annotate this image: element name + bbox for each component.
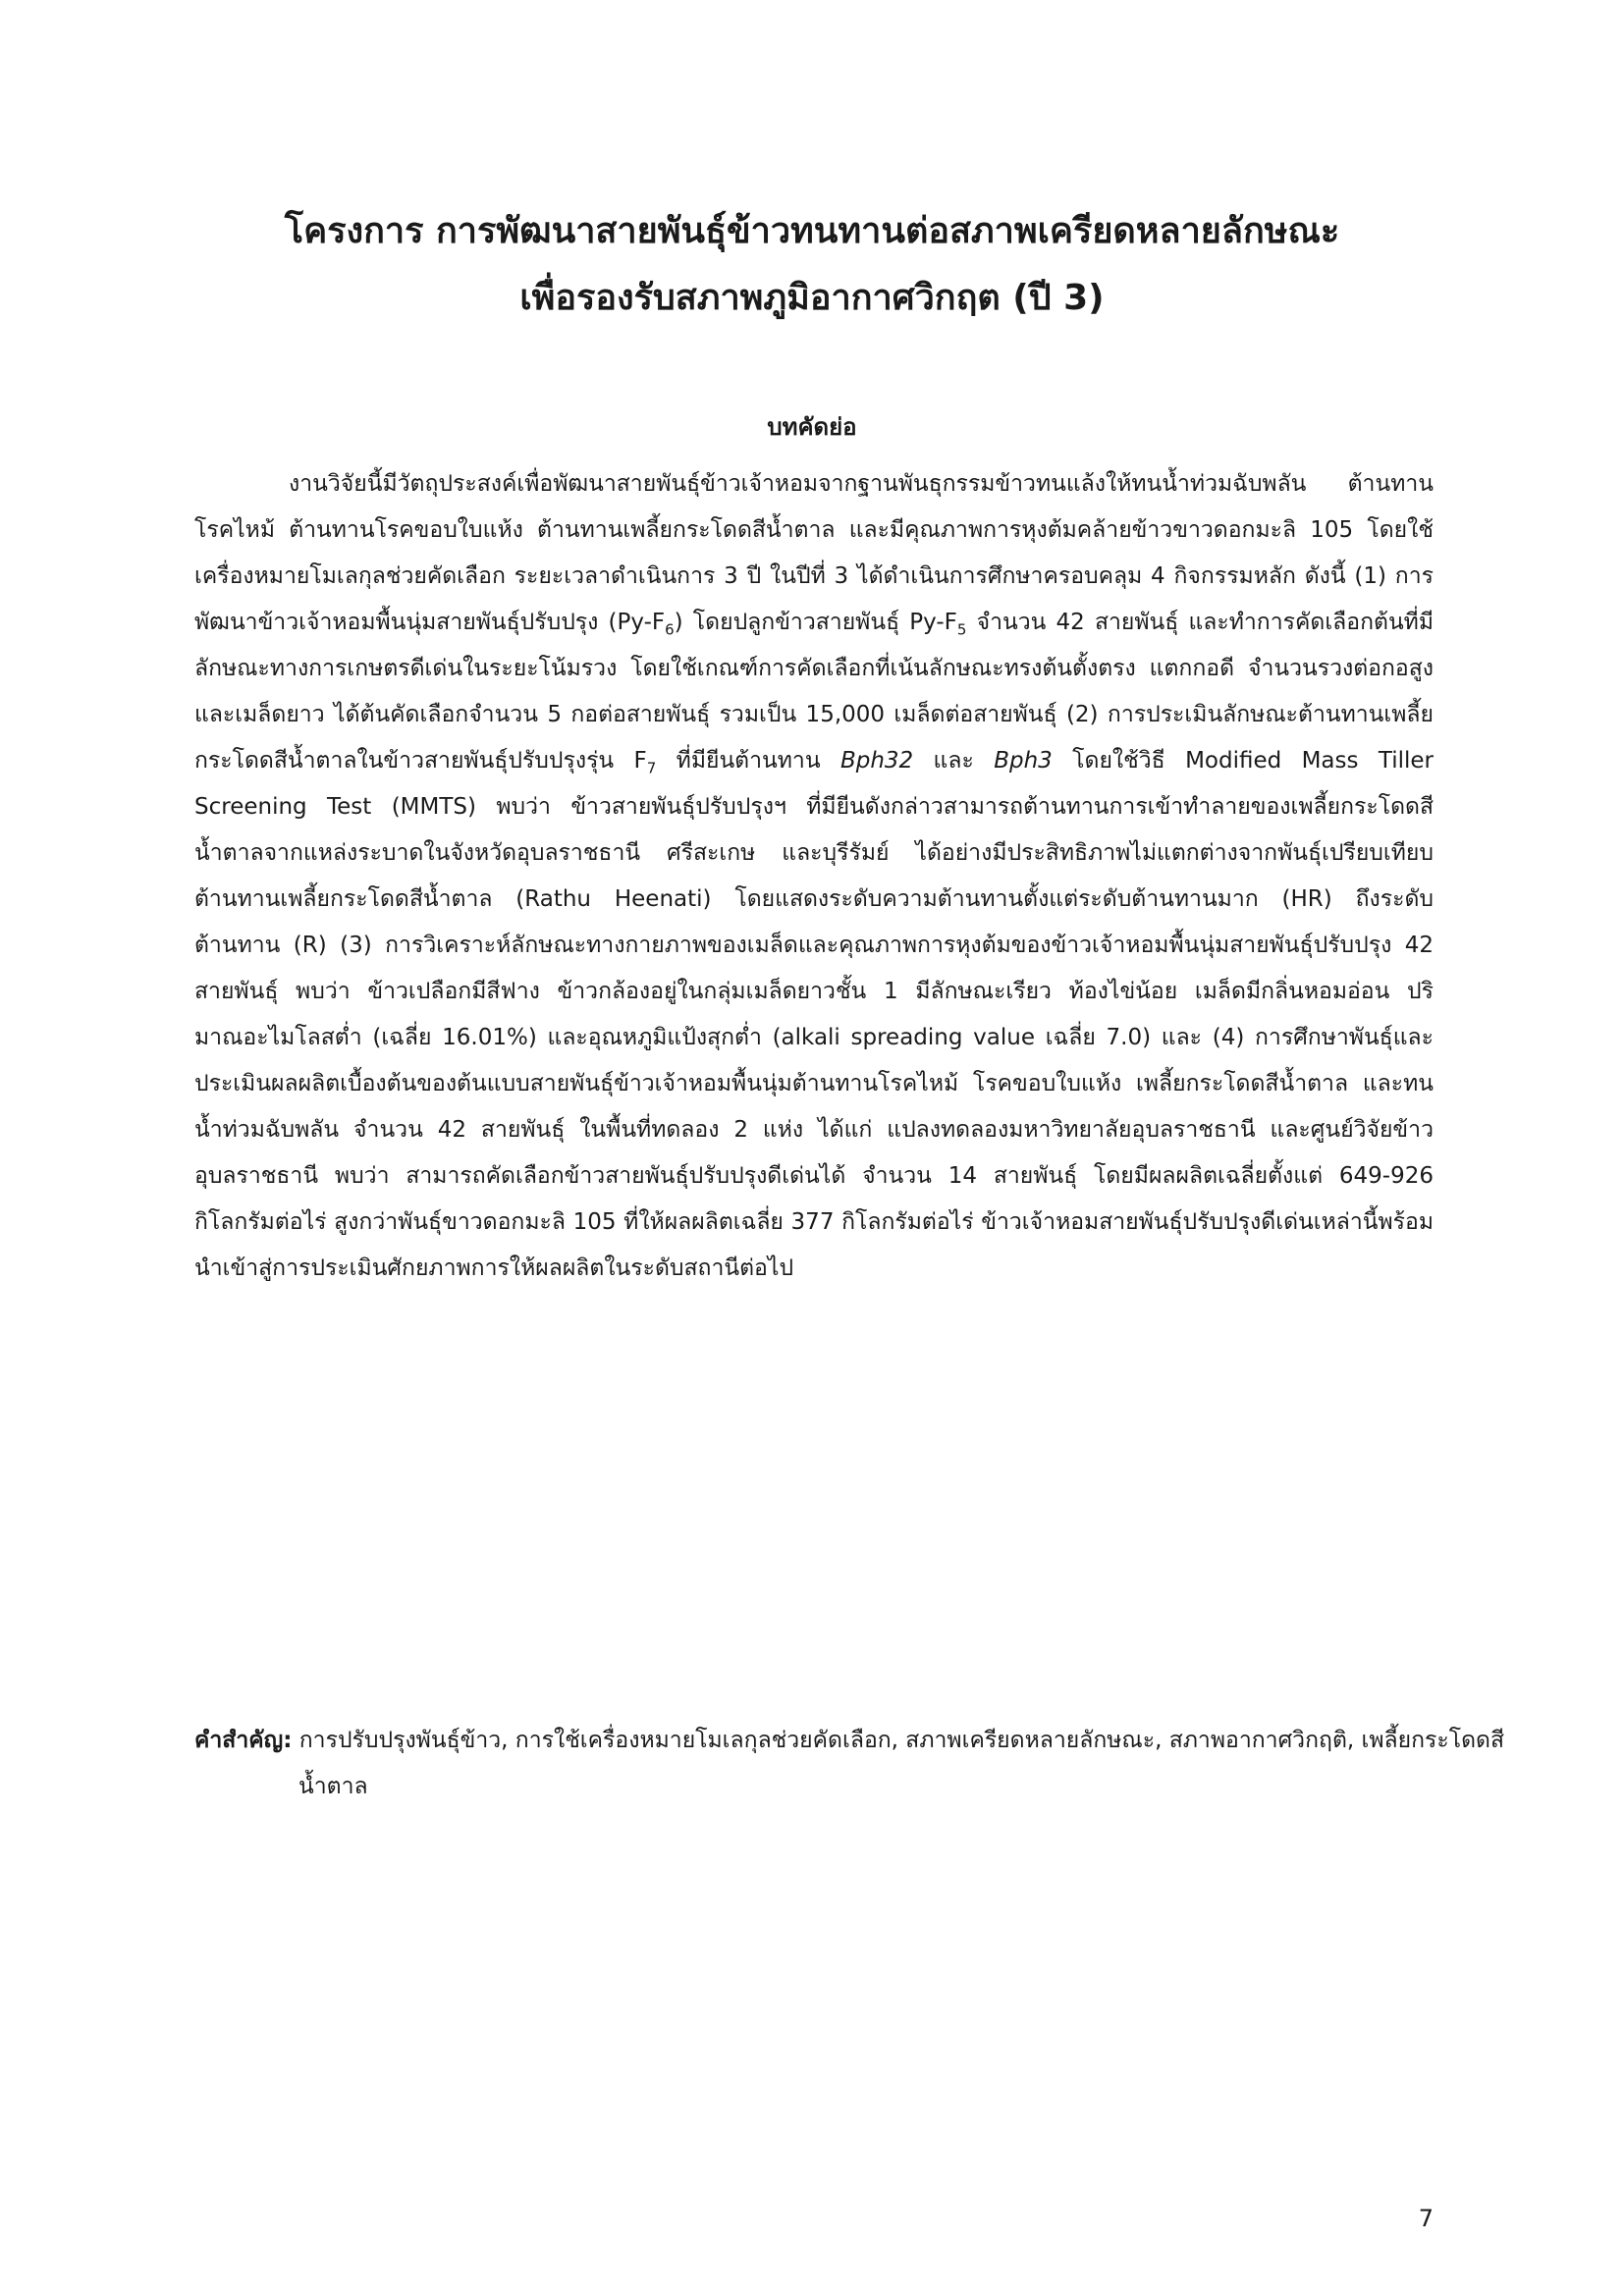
project-title [147,198,1477,332]
abstract-text-6: โดยใช้วิธี Modified Mass Tiller Screening Test (MMTS) พบว่า ข้าวสายพันธุ์ปรับปรุงฯ ที่มียีนดังกล่าวสามารถต้านทานการเข้าทำลายของเพลี้ยกระโดดสีน้ำตาลจากแหล่งระบาดในจังหวัดอุบลราชธานี ศรีสะเกษ และบุรีรัมย์ ได้อย่างมีประสิทธิภาพไม่แตกต่างจากพันธุ์เปรียบเทียบต้านทานเพลี้ยกระโดดสีน้ำตาล (Rathu Heenati) โดยแสดงระดับความต้านทานตั้งแต่ระดับต้านทานมาก (HR) ถึงระดับต้านทาน (R) (3) การวิเคราะห์ลักษณะทางกายภาพของเมล็ดและคุณภาพการหุงต้มของข้าวเจ้าหอมพื้นนุ่มสายพันธุ์ปรับปรุง 42 สายพันธุ์ พบว่า ข้าวเปลือกมีสีฟาง ข้าวกล้องอยู่ในกลุ่มเมล็ดยาวชั้น 1 มีลักษณะเรียว ท้องไข่น้อย เมล็ดมีกลิ่นหอมอ่อน ปริมาณอะไมโลสต่ำ (เฉลี่ย 16.01%) และอุณหภูมิแป้งสุกต่ำ (alkali spreading value เฉลี่ย 7.0) และ (4) การศึกษาพันธุ์และประเมินผลผลิตเบื้องต้นของต้นแบบสายพันธุ์ข้าวเจ้าหอมพื้นนุ่มต้านทานโรคไหม้ โรคขอบใบแห้ง เพลี้ยกระโดดสีน้ำตาล และทนน้ำท่วมฉับพลัน จำนวน 42 สายพันธุ์ ในพื้นที่ทดลอง 2 แห่ง ได้แก่ แปลงทดลองมหาวิทยาลัยอุบลราชธานี และศูนย์วิจัยข้าวอุบลราชธานี พบว่า สามารถคัดเลือกข้าวสายพันธุ์ปรับปรุงดีเด่นได้ จำนวน 14 สายพันธุ์ โดยมีผลผลิตเฉลี่ยตั้งแต่ 649-926 กิโลกรัมต่อไร่ สูงกว่าพันธุ์ขาวดอกมะลิ 105 ที่ให้ผลผลิตเฉลี่ย 377 กิโลกรัมต่อไร่ ข้าวเจ้าหอมสายพันธุ์ปรับปรุงดีเด่นเหล่านี้พร้อมนำเข้าสู่การประเมินศักยภาพการให้ผลผลิตในระดับสถานีต่อไป [194,748,1434,1281]
abstract-text-3: จำนวน 42 สายพันธุ์ และทำการคัดเลือกต้นที่มีลักษณะทางการเกษตรดีเด่นในระยะโน้มรวง โดยใช้เกณฑ์การคัดเลือกที่เน้นลักษณะทรงต้นตั้งตรง แตกกอดี จำนวนรวงต่อกอสูง และเมล็ดยาว ได้ต้นคัดเลือกจำนวน 5 กอต่อสายพันธุ์ รวมเป็น 15,000 เมล็ดต่อสายพันธุ์ (2) การประเมินลักษณะต้านทานเพลี้ยกระโดดสีน้ำตาลในข้าวสายพันธุ์ปรับปรุงรุ่น F [194,610,1434,774]
abstract-heading: บทคัดย่อ [767,413,857,441]
gene-name-bph3: Bph3 [994,748,1053,774]
generation-subscript-2: 5 [956,620,967,639]
abstract-text-1: งานวิจัยนี้มีวัตถุประสงค์เพื่อพัฒนาสายพันธุ์ข้าวเจ้าหอมจากฐานพันธุกรรมข้าวทนแล้งให้ทนน้ำท่วมฉับพลัน ต้านทานโรคไหม้ ต้านทานโรคขอบใบแห้ง ต้านทานเพลี้ยกระโดดสีน้ำตาล และมีคุณภาพการหุงต้มคล้ายข้าวขาวดอกมะลิ 105 โดยใช้เครื่องหมายโมเลกุลช่วยคัดเลือก ระยะเวลาดำเนินการ 3 ปี ในปีที่ 3 ได้ดำเนินการศึกษาครอบคลุม 4 กิจกรรมหลัก ดังนี้ (1) การพัฒนาข้าวเจ้าหอมพื้นนุ่มสายพันธุ์ปรับปรุง (Py-F [194,471,1434,635]
page-number: 7 [1418,2205,1434,2232]
abstract-paragraph [194,461,1434,1292]
generation-subscript-1: 6 [665,620,675,639]
abstract-text-5: และ [913,748,995,774]
keywords-text: การปรับปรุงพันธุ์ข้าว, การใช้เครื่องหมายโมเลกุลช่วยคัดเลือก, สภาพเครียดหลายลักษณะ, สภาพอากาศวิกฤติ, เพลี้ยกระโดดสีน้ำตาล [292,1728,1504,1799]
abstract-text-4: ที่มียีนต้านทาน [656,748,840,774]
generation-subscript-3: 7 [646,759,657,777]
abstract-text-2: ) โดยปลูกข้าวสายพันธุ์ Py-F [674,610,957,635]
title-line-1: โครงการ การพัฒนาสายพันธุ์ข้าวทนทานต่อสภาพเครียดหลายลักษณะ [284,211,1340,251]
gene-name-bph32: Bph32 [839,748,914,774]
keywords-label: คำสำคัญ: [194,1728,293,1753]
title-line-2: เพื่อรองรับสภาพภูมิอากาศวิกฤต (ปี 3) [519,278,1105,318]
keywords [194,1718,1538,1810]
